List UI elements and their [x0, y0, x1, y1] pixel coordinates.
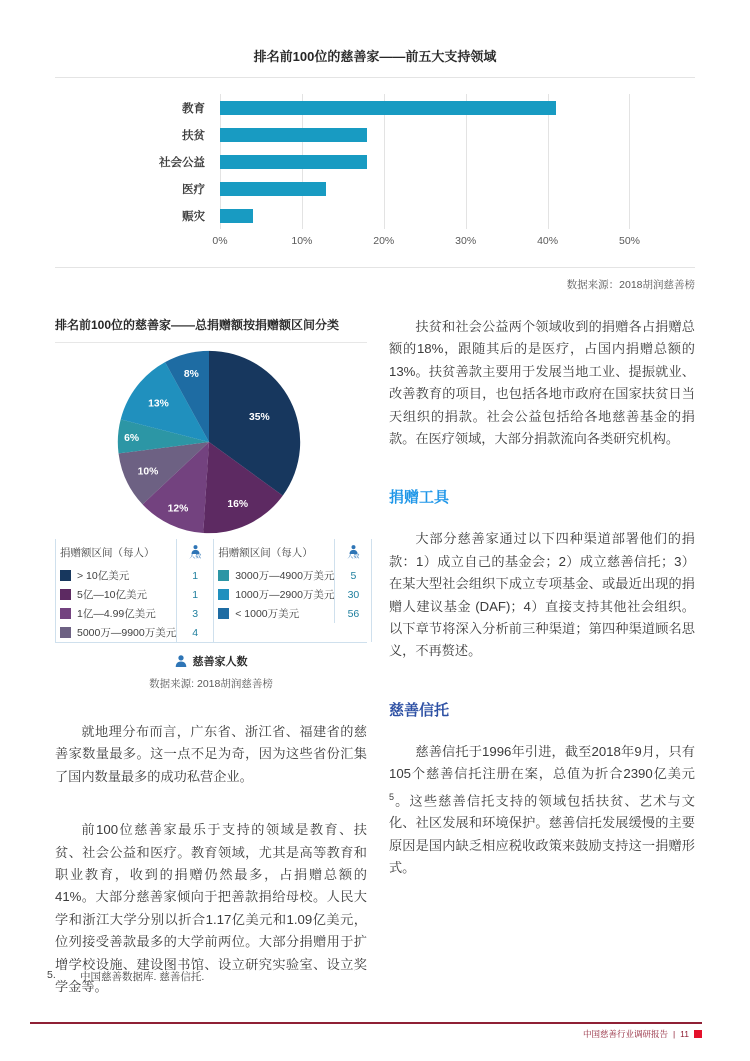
- legend-row-main: [56, 623, 176, 642]
- pie-percentage-label: 16%: [227, 498, 249, 510]
- legend-row-main: [214, 566, 334, 585]
- bar-row: [55, 175, 695, 202]
- footnote-text: 中国慈善数据库. 慈善信托.: [80, 971, 205, 983]
- bar-row: [55, 202, 695, 229]
- legend-count-header-label: 人数: [347, 553, 360, 560]
- legend-range-label: 5000万—9900万美元: [77, 627, 177, 639]
- pie-percentage-label: 12%: [167, 503, 189, 515]
- pie-chart-title: 排名前100位的慈善家——总捐赠额按捐赠额区间分类: [55, 318, 340, 332]
- bar-category-label: 扶贫: [182, 129, 205, 142]
- pie-svg: [115, 348, 303, 536]
- paragraph-top100-sectors: 前100位慈善家最乐于支持的领域是教育、扶贫、社会公益和医疗。教育领域，尤其是高等教育和职业教育，收到的捐赠仍然最多，占捐赠总额的41%。大部分慈善家倾向于把善款捐给母校。人民大学和浙江大学分别以折合1.17亿美元和1.09亿美元，位列接受善款最多的大学前两位。大部分捐赠用于扩增学校设施、建设图书馆、设立研究实验室、设立奖学金等。: [55, 822, 367, 995]
- paragraph-sector-share: 扶贫和社会公益两个领域收到的捐赠各占捐赠总额的18%，跟随其后的是医疗，占国内捐赠总额的13%。扶贫善款主要用于发展当地工业、提振就业、改善教育的项目，也包括各地市政府在国家扶贫日当天组织的捐款。社会公益包括给各地慈善基金的捐款。在医疗领域，大部分捐款流向各类研究机构。: [389, 319, 695, 447]
- right-column: [389, 316, 695, 998]
- pie-percentage-label: 8%: [183, 368, 199, 380]
- legend-range-label: 3000万—4900万美元: [235, 570, 335, 582]
- pie-percentage-label: 10%: [137, 466, 159, 478]
- bar-track: [220, 182, 695, 196]
- title-divider: [55, 77, 695, 78]
- legend-right-rows: [214, 566, 371, 623]
- legend-count-value: 3: [176, 604, 213, 623]
- footnote-reference-5: 5: [389, 791, 395, 802]
- legend-count-header: [176, 539, 213, 566]
- legend-table-right: [213, 539, 372, 642]
- legend-row: [214, 566, 371, 585]
- paragraph-geography: 就地理分布而言，广东省、浙江省、福建省的慈善家数量最多。这一点不足为奇，因为这些省份汇集了国内数量最多的成功私营企业。: [55, 724, 367, 784]
- legend-header-label: 捐赠额区间（每人）: [218, 547, 313, 559]
- bar-chart-source: 数据来源：2018胡润慈善榜: [55, 267, 695, 292]
- legend-range-label: < 1000万美元: [235, 608, 300, 620]
- person-icon: [175, 655, 187, 667]
- bar-axis-tick: 20%: [373, 235, 395, 247]
- legend-row: [214, 604, 371, 623]
- legend-row: [56, 566, 213, 585]
- bar-track: [220, 209, 695, 223]
- legend-swatch: [60, 608, 71, 619]
- legend-count-value: 1: [176, 585, 213, 604]
- legend-row: [56, 623, 213, 642]
- legend-footer-label: 慈善家人数: [192, 656, 248, 668]
- heading-donation-tools: 捐赠工具: [389, 489, 450, 507]
- legend-count-header: [334, 539, 371, 566]
- legend-swatch: [60, 570, 71, 581]
- pie-title-divider: [55, 342, 367, 343]
- legend-header-left: [56, 539, 213, 566]
- bar-axis-tick: 10%: [291, 235, 313, 247]
- footer-red-square-icon: [694, 1030, 702, 1038]
- legend-row-main: [56, 604, 176, 623]
- bar-category-label: 教育: [182, 102, 205, 115]
- heading-charitable-trust: 慈善信托: [389, 701, 450, 719]
- bar-fill: [220, 155, 367, 169]
- footnote: [47, 969, 204, 984]
- legend-table-left: [55, 539, 213, 642]
- legend-row-main: [56, 585, 176, 604]
- bar-row: [55, 148, 695, 175]
- pie-chart-source: 数据来源: 2018胡润慈善榜: [149, 678, 273, 690]
- bar-chart-axis: [212, 235, 695, 251]
- bar-axis-tick: 0%: [212, 235, 228, 247]
- bar-track: [220, 155, 695, 169]
- legend-swatch: [218, 608, 229, 619]
- two-column-layout: [55, 316, 695, 998]
- bar-category-label: 社会公益: [159, 156, 205, 169]
- legend-footer: [55, 653, 367, 669]
- page-content: [55, 0, 695, 998]
- footnote-marker: 5.: [47, 969, 56, 981]
- legend-row: [56, 604, 213, 623]
- bar-track: [220, 128, 695, 142]
- footer-rule: [30, 1022, 702, 1024]
- bar-fill: [220, 128, 367, 142]
- legend-header-label: 捐赠额区间（每人）: [60, 547, 155, 559]
- bar-row: [55, 94, 695, 121]
- legend-count-value: 56: [334, 604, 371, 623]
- bar-chart-title: 排名前100位的慈善家——前五大支持领域: [253, 49, 497, 64]
- legend-count-value: 30: [334, 585, 371, 604]
- paragraph-charitable-trust: [389, 741, 695, 880]
- legend-count-header-label: 人数: [189, 553, 202, 560]
- legend-count-value: 5: [334, 566, 371, 585]
- legend-range-label: 1亿—4.99亿美元: [77, 608, 156, 620]
- left-column: [55, 316, 367, 998]
- bar-chart-rows-wrap: [55, 94, 695, 229]
- legend-row: [214, 585, 371, 604]
- paragraph-donation-channels: 大部分慈善家通过以下四种渠道部署他们的捐款：1）成立自己的基金会；2）成立慈善信托；3）在某大型社会组织下成立专项基金、或最近出现的捐赠人建议基金 (DAF)；4）直接支持其他社会组织。以下章节将深入分析前三种渠道；第四种渠道顾名思义，不再赘述。: [389, 531, 695, 659]
- bar-axis-tick: 50%: [618, 235, 640, 247]
- trust-text-after-ref: 。这些慈善信托支持的领域包括扶贫、艺术与文化、社区发展和环境保护。慈善信托发展缓慢的主要原因是国内缺乏相应税收政策来鼓励支持这一捐赠形式。: [389, 793, 695, 876]
- pie-percentage-label: 6%: [124, 432, 140, 444]
- legend-range-label: > 10亿美元: [77, 570, 130, 582]
- legend-row: [56, 585, 213, 604]
- pie-legend: [55, 539, 367, 643]
- person-icon: [191, 545, 200, 554]
- legend-swatch: [60, 589, 71, 600]
- page-number: 11: [680, 1029, 689, 1039]
- legend-row-main: [56, 566, 176, 585]
- legend-swatch: [60, 627, 71, 638]
- legend-header-right: [214, 539, 371, 566]
- legend-row-main: [214, 604, 334, 623]
- legend-count-value: 1: [176, 566, 213, 585]
- pie-percentage-label: 13%: [148, 398, 169, 410]
- bar-track: [220, 101, 695, 115]
- footer-separator: |: [672, 1029, 676, 1039]
- legend-count-value: 4: [176, 623, 213, 642]
- bar-category-label: 赈灾: [182, 210, 205, 223]
- legend-left-rows: [56, 566, 213, 642]
- legend-row-main: [214, 585, 334, 604]
- bar-axis-tick: 40%: [537, 235, 559, 247]
- bar-fill: [220, 101, 556, 115]
- pie-chart: [115, 348, 303, 536]
- bar-category-label: 医疗: [182, 183, 205, 196]
- bar-chart: [55, 94, 695, 251]
- footer-report-title: 中国慈善行业调研报告: [582, 1029, 668, 1039]
- legend-range-label: 5亿—10亿美元: [77, 589, 148, 601]
- legend-swatch: [218, 589, 229, 600]
- pie-percentage-label: 35%: [249, 412, 270, 424]
- bar-row: [55, 121, 695, 148]
- bar-fill: [220, 209, 253, 223]
- legend-swatch: [218, 570, 229, 581]
- trust-text-before-ref: 慈善信托于1996年引进，截至2018年9月，只有105个慈善信托注册在案，总值为折合2390亿美元: [389, 743, 695, 782]
- person-icon: [349, 545, 358, 554]
- page-footer: [583, 1028, 702, 1040]
- bar-fill: [220, 182, 326, 196]
- legend-range-label: 1000万—2900万美元: [235, 589, 335, 601]
- bar-axis-tick: 30%: [455, 235, 477, 247]
- bar-chart-rows: [55, 94, 695, 229]
